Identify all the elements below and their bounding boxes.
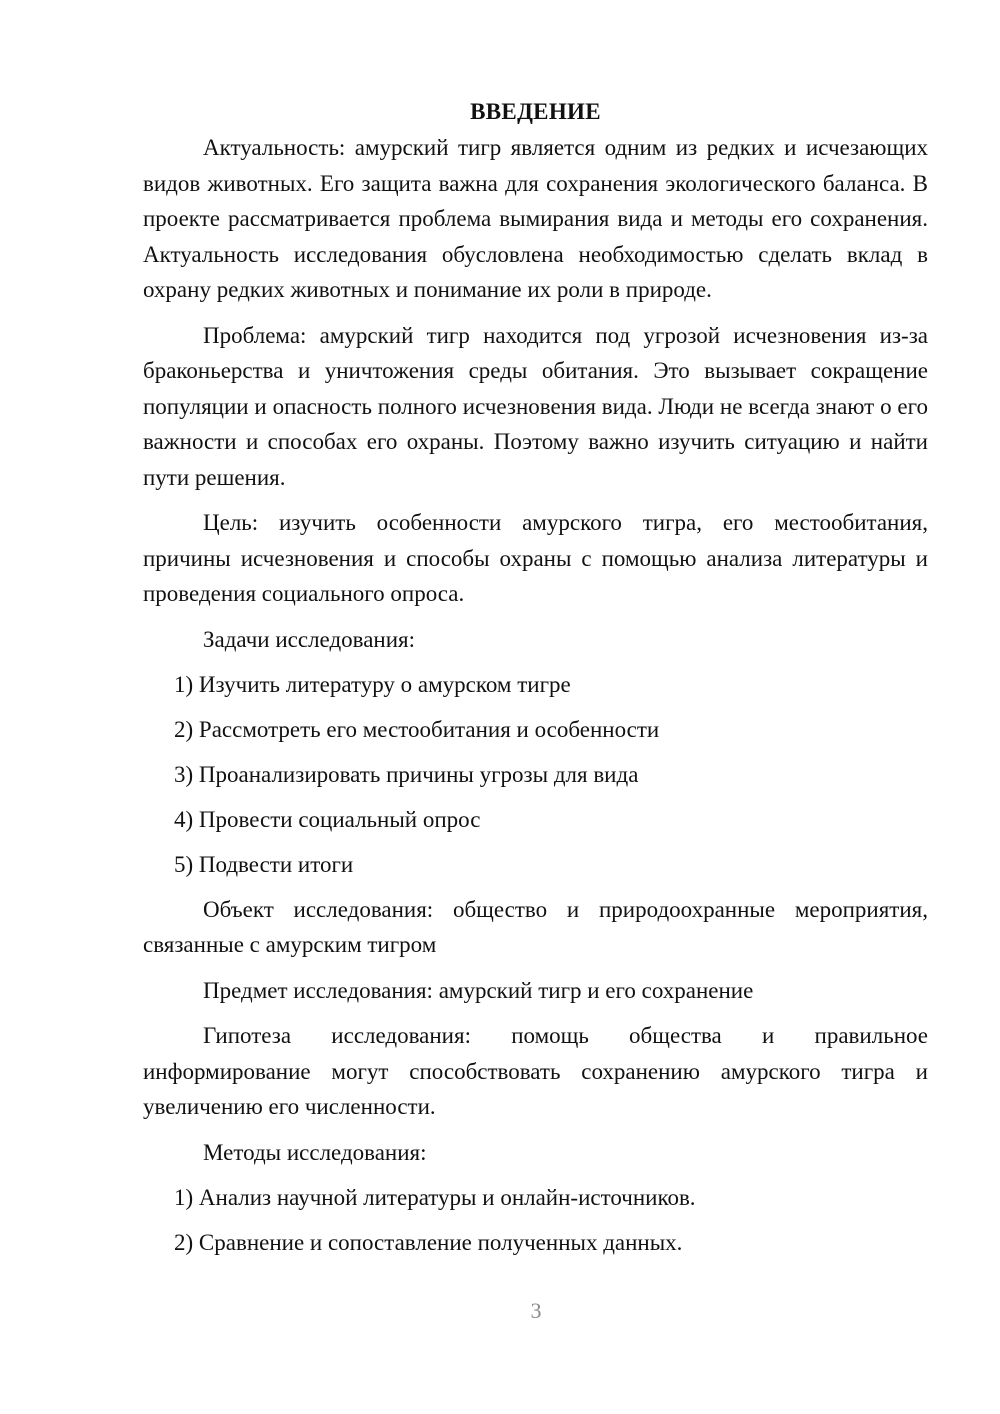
task-item: 3) Проанализировать причины угрозы для вида: [174, 761, 639, 787]
page-number: 3: [530, 1298, 542, 1323]
relevance-paragraph: Актуальность: амурский тигр является одним из редких и исчезающих видов животных. Его защита важна для сохранения экологического баланса. В проекте рассматривается проблема вымирания вида и методы его сохранения. Актуальность исследования обусловлена необходимостью сделать вклад в охрану редких животных и понимание их роли в природе.: [143, 135, 928, 302]
subject-paragraph: Предмет исследования: амурский тигр и его сохранение: [203, 977, 754, 1003]
page-content: [143, 94, 928, 1270]
methods-list: [143, 1180, 928, 1261]
hypothesis-paragraph: Гипотеза исследования: помощь общества и правильное информирование могут способствовать сохранению амурского тигра и увеличению его численности.: [143, 1023, 928, 1119]
methods-label: Методы исследования:: [203, 1139, 427, 1165]
method-item: 1) Анализ научной литературы и онлайн-источников.: [174, 1184, 696, 1210]
tasks-list: [143, 667, 928, 883]
section-title: ВВЕДЕНИЕ: [470, 99, 601, 124]
tasks-label: Задачи исследования:: [203, 626, 416, 652]
problem-paragraph: Проблема: амурский тигр находится под угрозой исчезновения из-за браконьерства и уничтожения среды обитания. Это вызывает сокращение популяции и опасность полного исчезновения вида. Люди не всегда знают о его важности и способах его охраны. Поэтому важно изучить ситуацию и найти пути решения.: [143, 322, 928, 490]
task-item: 2) Рассмотреть его местообитания и особенности: [174, 716, 660, 742]
goal-paragraph: Цель: изучить особенности амурского тигра, его местообитания, причины исчезновения и способы охраны с помощью анализа литературы и проведения социального опроса.: [143, 510, 928, 606]
task-item: 1) Изучить литературу о амурском тигре: [174, 671, 571, 697]
task-item: 5) Подвести итоги: [174, 851, 354, 877]
method-item: 2) Сравнение и сопоставление полученных данных.: [174, 1229, 683, 1255]
task-item: 4) Провести социальный опрос: [174, 806, 481, 832]
object-paragraph: Объект исследования: общество и природоохранные мероприятия, связанные с амурским тигром: [143, 896, 928, 957]
